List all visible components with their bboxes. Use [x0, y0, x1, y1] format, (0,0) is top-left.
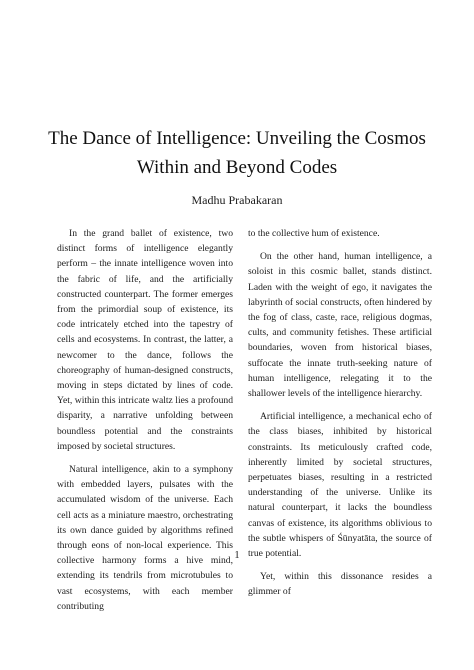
body-paragraph: In the grand ballet of existence, two distinct forms of intelligence elegantly perform – the innate intelligence woven into the fabric of life, and the artificially constructed counterpart. The former emerges from the primordial soup of existence, its code intricately etched into the tapestry of cells and ecosystems. In contrast, the latter, a newcomer to the dance, follows the choreography of human-designed constructs, moving in steps dictated by lines of code. Yet, within this intricate waltz lies a profound disparity, a narrative unfolding between boundless potential and the constraints imposed by societal structures.	[57, 228, 233, 452]
body-paragraph: Natural intelligence, akin to a symphony with embedded layers, pulsates with the accumulated wisdom of the universe. Each cell acts as a miniature maestro, orchestrating its own dance guided by algorithms refined through eons of non-local experience. This collective harmony forms a hive mind, extending its tendrils from microtubules to vast ecosystems, with each member contributing	[57, 464, 233, 612]
body-paragraph: Artificial intelligence, a mechanical echo of the class biases, inhibited by historical constraints. Its meticulously crafted code, inherently limited by societal structures, perpetuates biases, resulting in a restricted understanding of the universe. Unlike its natural counterpart, it lacks the boundless canvas of existence, its algorithms oblivious to the subtle whispers of Śūnyatāta, the source of true potential.	[248, 411, 432, 560]
body-paragraph: On the other hand, human intelligence, a soloist in this cosmic ballet, stands distinct. Laden with the weight of ego, it navigates the labyrinth of social constructs, often hindered by the fog of class, caste, race, religious dogmas, cults, and community fetishes. These artificial boundaries, woven from historical biases, suffocate the innate truth-seeking nature of human intelligence, relegating it to the shallower levels of the intelligence hierarchy.	[248, 251, 432, 400]
body-paragraph-continuation: to the collective hum of existence.	[248, 228, 380, 239]
right-column	[248, 226, 432, 600]
author-name: Madhu Prabakaran	[191, 193, 283, 207]
page-number: 1	[234, 550, 240, 561]
body-paragraph: Yet, within this dissonance resides a glimmer of	[248, 571, 432, 598]
paper-title: The Dance of Intelligence: Unveiling the Cosmos Within and Beyond Codes	[48, 128, 426, 178]
